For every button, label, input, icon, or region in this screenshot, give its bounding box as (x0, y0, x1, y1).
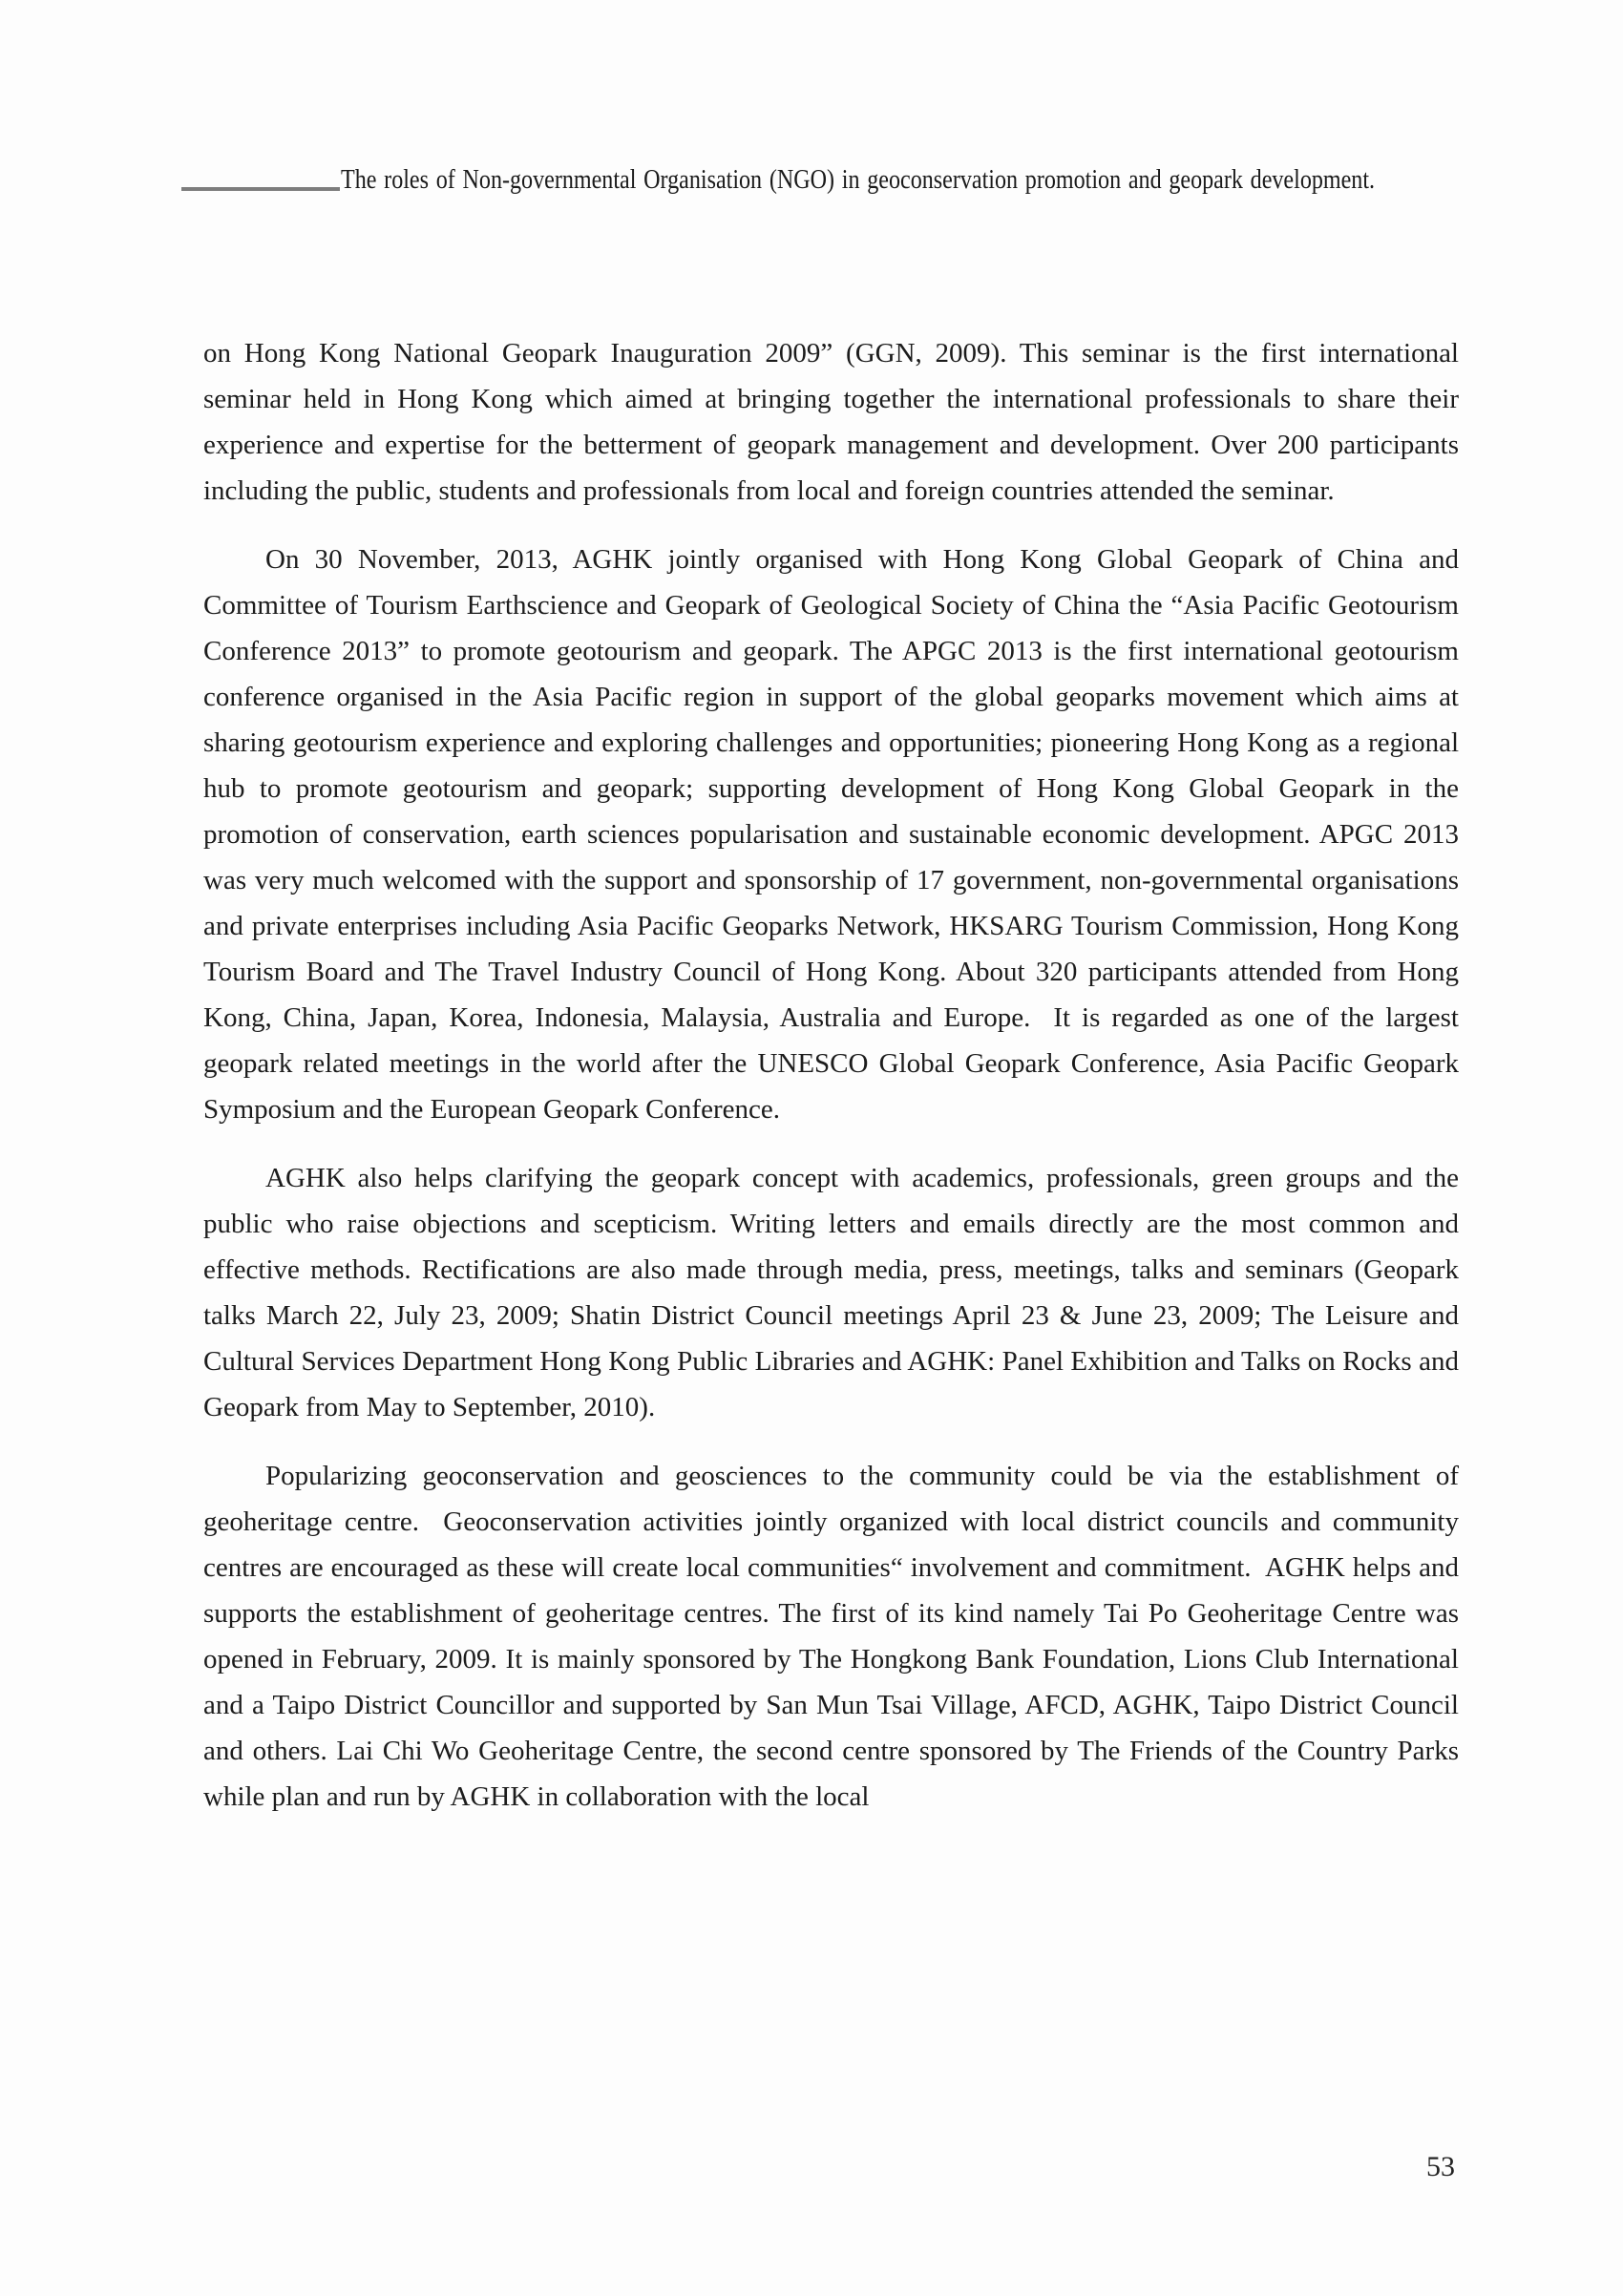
header-underline (181, 187, 340, 191)
body-paragraph-3: AGHK also helps clarifying the geopark concept with academics, professionals, green groups and the public who raise objections and scepticism. Writing letters and emails directly are the most common and effective methods. Rectifications are also made through media, press, meetings, talks and seminars (Geopark talks March 22, July 23, 2009; Shatin District Council meetings April 23 & June 23, 2009; The Leisure and Cultural Services Department Hong Kong Public Libraries and AGHK: Panel Exhibition and Talks on Rocks and Geopark from May to September, 2010). (203, 1163, 1459, 1422)
body-text (203, 330, 1459, 1843)
running-header: The roles of Non-governmental Organisation (NGO) in geoconservation promotion and geopark development. (341, 165, 1376, 195)
body-paragraph-4: Popularizing geoconservation and geosciences to the community could be via the establishment of geoheritage centre. Geoconservation activities jointly organized with local district councils and community centres are encouraged as these will create local communities“ involvement and commitment. AGHK helps and supports the establishment of geoheritage centres. The first of its kind namely Tai Po Geoheritage Centre was opened in February, 2009. It is mainly sponsored by The Hongkong Bank Foundation, Lions Club International and a Taipo District Councillor and supported by San Mun Tsai Village, AFCD, AGHK, Taipo District Council and others. Lai Chi Wo Geoheritage Centre, the second centre sponsored by The Friends of the Country Parks while plan and run by AGHK in collaboration with the local (203, 1461, 1459, 1812)
body-paragraph-1: on Hong Kong National Geopark Inauguration 2009” (GGN, 2009). This seminar is the first international seminar held in Hong Kong which aimed at bringing together the international professionals to share their experience and expertise for the betterment of geopark management and development. Over 200 participants including the public, students and professionals from local and foreign countries attended the seminar. (203, 338, 1459, 506)
page-number: 53 (1426, 2151, 1455, 2182)
body-paragraph-2: On 30 November, 2013, AGHK jointly organised with Hong Kong Global Geopark of China and Committee of Tourism Earthscience and Geopark of Geological Society of China the “Asia Pacific Geotourism Conference 2013” to promote geotourism and geopark. The APGC 2013 is the first international geotourism conference organised in the Asia Pacific region in support of the global geoparks movement which aims at sharing geotourism experience and exploring challenges and opportunities; pioneering Hong Kong as a regional hub to promote geotourism and geopark; supporting development of Hong Kong Global Geopark in the promotion of conservation, earth sciences popularisation and sustainable economic development. APGC 2013 was very much welcomed with the support and sponsorship of 17 government, non-governmental organisations and private enterprises including Asia Pacific Geoparks Network, HKSARG Tourism Commission, Hong Kong Tourism Board and The Travel Industry Council of Hong Kong. About 320 participants attended from Hong Kong, China, Japan, Korea, Indonesia, Malaysia, Australia and Europe. It is regarded as one of the largest geopark related meetings in the world after the UNESCO Global Geopark Conference, Asia Pacific Geopark Symposium and the European Geopark Conference. (203, 544, 1459, 1125)
